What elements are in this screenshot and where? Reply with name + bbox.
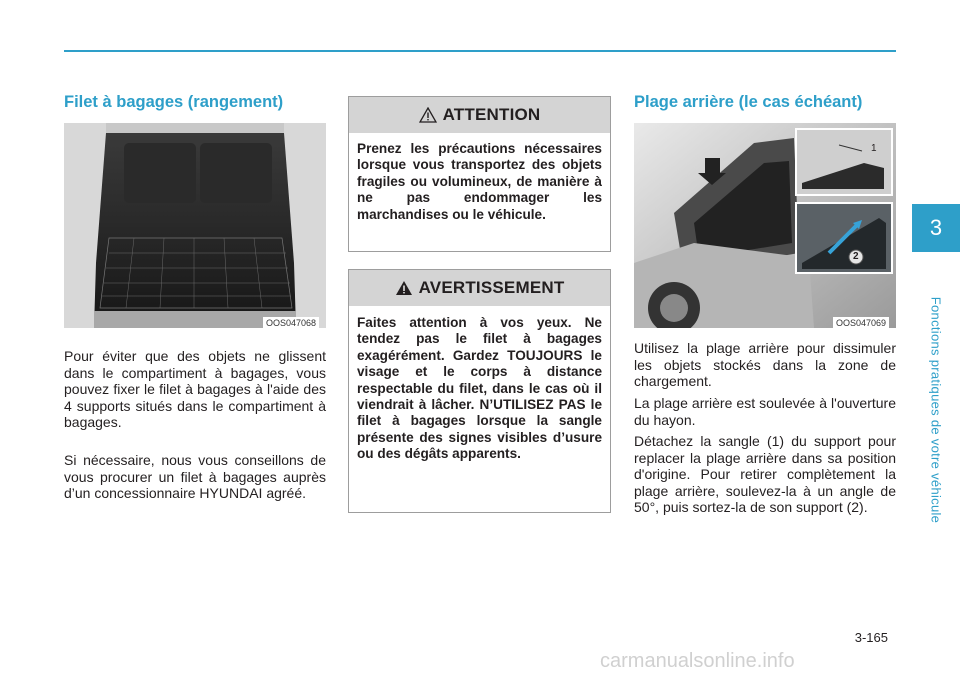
page-number: 3-165: [854, 630, 888, 645]
cargo-cover-photo: [634, 123, 896, 328]
warning-title: AVERTISSEMENT: [418, 278, 565, 297]
attention-title: ATTENTION: [442, 105, 541, 124]
warning-box: [348, 269, 611, 513]
left-paragraph-1: Pour éviter que des objets ne glissent dans le compartiment à bagages, vous pouvez fixer le filet à bagages à l'aide des 4 supports situés dans le compartiment à bagages.: [64, 348, 326, 430]
header-rule: [64, 50, 896, 52]
cargo-net-photo: [64, 123, 326, 328]
chapter-title: Fonctions pratiques de votre véhicule: [928, 296, 944, 524]
left-heading: Filet à bagages (rangement): [64, 93, 284, 111]
warning-header: [349, 270, 610, 306]
watermark: carmanualsonline.info: [600, 650, 795, 672]
caution-icon: [419, 107, 437, 123]
attention-text: Prenez les précautions nécessaires lorsque vous transportez des objets fragiles ou volumineux, de manière à ne pas endommager les marchandises ou le véhicule.: [357, 141, 602, 222]
callout-2: 2: [853, 251, 859, 262]
right-paragraph-2: La plage arrière est soulevée à l'ouverture du hayon.: [634, 395, 896, 428]
right-paragraph-3: Détachez la sangle (1) du support pour replacer la plage arrière dans sa position d'origine. Pour retirer complètement la plage arrière, soulevez-la à un angle de 50°, puis sortez-la de son support (2).: [634, 433, 896, 515]
warning-text: Faites attention à vos yeux. Ne tendez pas le filet à bagages exagérément. Gardez TOUJOURS le visage et le corps à distance respectable du filet, dans le cas où il viendrait à lâcher. N’UTILISEZ PAS le filet à bagages lorsque la sangle présente des signes visibles d’usure ou des dégâts apparents.: [357, 315, 602, 462]
right-paragraph-1: Utilisez la plage arrière pour dissimuler les objets stockés dans la zone de chargement.: [634, 340, 896, 389]
attention-box: [348, 96, 611, 252]
callout-1: 1: [871, 143, 877, 154]
right-heading: Plage arrière (le cas échéant): [634, 93, 863, 111]
left-photo-code: OOS047068: [263, 317, 319, 329]
left-paragraph-2: Si nécessaire, nous vous conseillons de vous procurer un filet à bagages auprès d’un concessionnaire HYUNDAI agréé.: [64, 452, 326, 501]
attention-header: [349, 97, 610, 133]
warning-icon: [395, 280, 413, 296]
right-photo-code: OOS047069: [833, 317, 889, 329]
chapter-tab: 3: [912, 204, 960, 252]
